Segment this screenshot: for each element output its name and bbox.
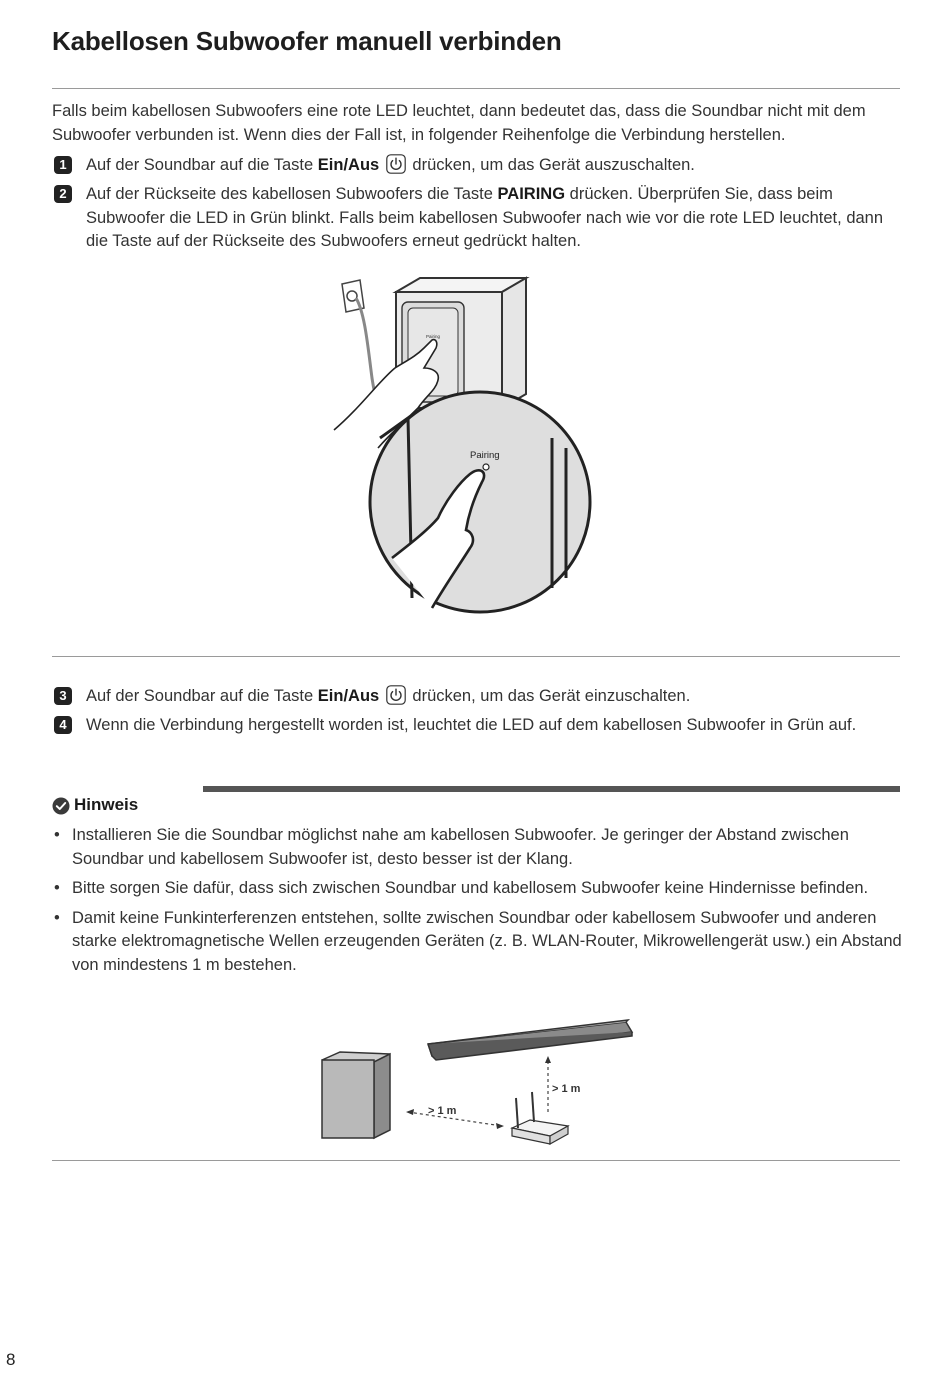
power-icon [386,154,406,174]
step-text: Auf der Rückseite des kabellosen Subwoofers die Taste [86,185,498,203]
step-text: Auf der Soundbar auf die Taste [86,156,318,174]
step-key-name: PAIRING [497,185,566,203]
subwoofer-icon [322,1052,390,1138]
pairing-label-zoom: Pairing [470,450,500,461]
step-text: drücken, um das Gerät auszuschalten. [407,156,695,174]
note-title: Hinweis [74,795,139,814]
step-3 [52,685,902,709]
zoom-callout [370,392,590,612]
step-text: drücken. Überprüfen Sie, dass beim Subwoofer die LED in Grün blinkt. Falls beim kabellosen Subwoofer nach wie vor die rote LED leuchtet, dann die Taste auf der Rückseite des Subwoofers erneut gedrückt halten. [86,185,884,250]
intro-paragraph: Falls beim kabellosen Subwoofers eine rote LED leuchtet, dann bedeutet das, dass die Soundbar nicht mit dem Subwoofer verbunden ist. Wenn dies der Fall ist, in folgender Reihenfolge die Verbindung herstellen. [52,102,866,144]
step-key-name: Ein/Aus [317,156,380,174]
step-4 [52,714,902,738]
distance-illustration [316,1016,636,1156]
pairing-button-icon [483,464,489,470]
step-key-name: Ein/Aus [317,687,380,705]
title-divider [52,88,900,89]
page-title: Kabellosen Subwoofer manuell verbinden [52,26,562,56]
check-circle-icon [52,797,70,815]
step-number: 1 [54,156,72,174]
pairing-label-small: Pairing [426,334,441,339]
note-item: • Damit keine Funkinterferenzen entstehen, sollte zwischen Soundbar oder kabellosem Subwoofer und anderen starke elektromagnetische Wellen erzeugenden Geräten (z. B. WLAN-Router, Mikrowellengerät usw.) ein Abstand von mindestens 1 m bestehen. [54,908,902,974]
note-item: • Bitte sorgen Sie dafür, dass sich zwischen Soundbar und kabellosem Subwoofer keine Hindernisse befinden. [54,879,869,897]
page-number: 8 [6,1350,16,1369]
distance-label: > 1 m [552,1083,581,1095]
pairing-illustration [320,268,640,618]
power-icon [386,685,406,705]
step-1 [52,154,902,178]
step-number: 3 [54,687,72,705]
note-item: • Installieren Sie die Soundbar möglichst nahe am kabellosen Subwoofer. Je geringer der Abstand zwischen Soundbar und kabellosem Subwoofer ist, desto besser ist der Klang. [54,826,849,868]
bottom-divider [52,1160,900,1161]
step-text: drücken, um das Gerät einzuschalten. [407,687,691,705]
step-text: Wenn die Verbindung hergestellt worden ist, leuchtet die LED auf dem kabellosen Subwoofer in Grün auf. [86,716,857,734]
step-number: 4 [54,716,72,734]
step-text: Auf der Soundbar auf die Taste [86,687,318,705]
step-number: 2 [54,185,72,203]
section-divider [52,656,900,657]
step-2 [52,183,902,254]
note-rule [203,786,900,792]
router-icon [512,1092,568,1144]
note-list [52,824,902,983]
soundbar-icon [428,1020,632,1060]
distance-label: > 1 m [428,1105,457,1117]
